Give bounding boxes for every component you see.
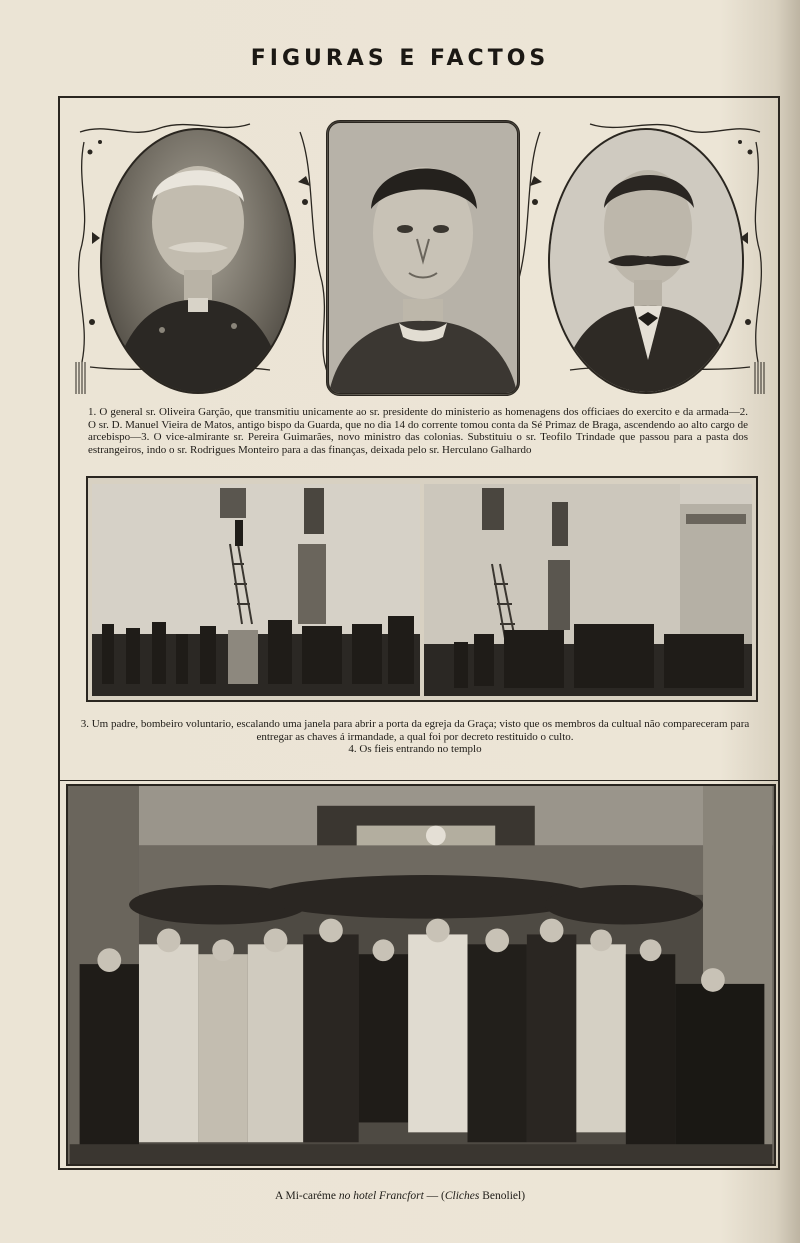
church-caption-line-2: 4. Os fieis entrando no templo (348, 743, 482, 755)
church-photos-caption (72, 718, 758, 756)
caption-credit-name: Benoliel) (479, 1190, 526, 1202)
caption-credit-label: Cliches (444, 1190, 480, 1202)
caption-event: A Mi-caréme (274, 1190, 339, 1202)
church-caption-line-1: 3. Um padre, bombeiro voluntario, escalando uma janela para abrir a porta da egreja da Graça; visto que os membros da cultual não compareceram para entregar as chaves á irmandade, a qual foi por decreto restituido o culto. (80, 718, 750, 743)
photo-mi-careme-group (66, 784, 776, 1166)
page-title: FIGURAS E FACTOS (250, 46, 550, 71)
caption-dash: — ( (423, 1190, 445, 1202)
church-entrance-scene-image (424, 484, 752, 696)
portrait-general (100, 128, 296, 394)
section-divider (60, 780, 778, 781)
group-photo-caption (0, 1190, 800, 1203)
vice-admiral-portrait-image (550, 130, 742, 392)
portraits-caption: 1. O general sr. Oliveira Garção, que transmitiu unicamente ao sr. presidente do ministerio as homenagens dos officiaes do exercito e da armada—2. O sr. D. Manuel Vieira de Matos, antigo bispo da Guarda, que no dia 14 do corrente tomou conta da Sé Primaz de Braga, ascendendo ao alto cargo de arcebispo—3. O vice-almirante sr. Pereira Guimarães, novo ministro das colonias. Substituiu o sr. Teofilo Trindade que passou para a pasta dos estrangeiros, indo o sr. Rodrigues Monteiro para a das finanças, deixada pelo sr. Herculano Galhardo (88, 406, 748, 456)
portrait-vice-admiral (548, 128, 744, 394)
portrait-archbishop (326, 120, 520, 396)
hotel-hall-crowd-image (68, 786, 774, 1164)
caption-venue: no hotel Francfort (338, 1190, 424, 1202)
portrait-band (70, 112, 770, 402)
photo-faithful-entering (424, 484, 752, 696)
archbishop-portrait-image (329, 123, 517, 393)
church-wall-scene-image (92, 484, 420, 696)
photo-priest-climbing-ladder (92, 484, 420, 696)
general-portrait-image (102, 130, 294, 392)
